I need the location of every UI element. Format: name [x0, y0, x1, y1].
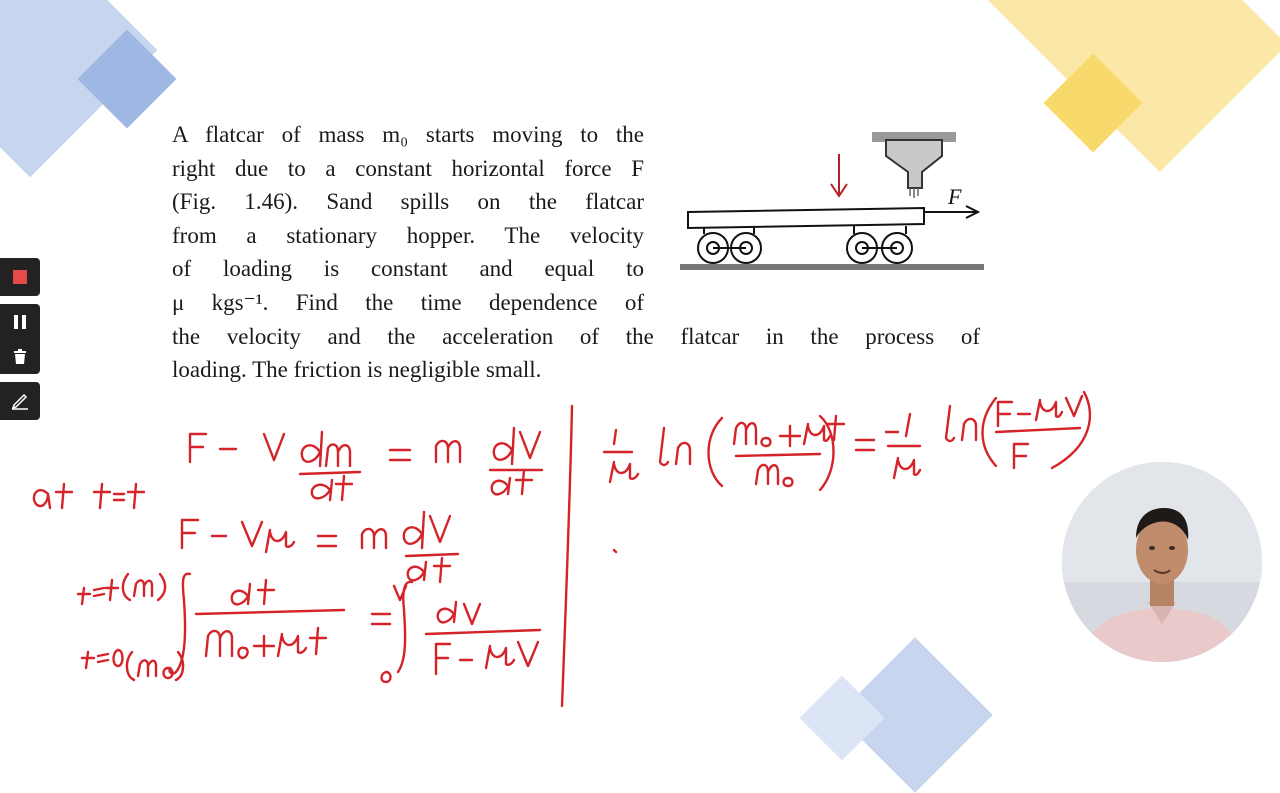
problem-line-8: loading. The friction is negligible small.	[172, 357, 542, 383]
divider-line	[562, 406, 572, 706]
problem-line-3: (Fig. 1.46). Sand spills on the flatcar	[172, 189, 644, 215]
problem-line-5: of loading is constant and equal to	[172, 256, 644, 282]
problem-line-6: μ kgs⁻¹. Find the time dependence of	[172, 289, 644, 315]
problem-line-4: from a stationary hopper. The velocity	[172, 222, 644, 248]
force-label: F	[948, 184, 962, 209]
presenter-video	[1062, 462, 1262, 662]
problem-line-1: A flatcar of mass m₀ starts moving to the	[172, 122, 644, 147]
webcam-overlay	[1062, 462, 1262, 662]
problem-line-2: right due to a constant horizontal force F	[172, 155, 644, 181]
problem-line-7: the velocity and the acceleration of the flatcar in the process of	[172, 323, 980, 349]
